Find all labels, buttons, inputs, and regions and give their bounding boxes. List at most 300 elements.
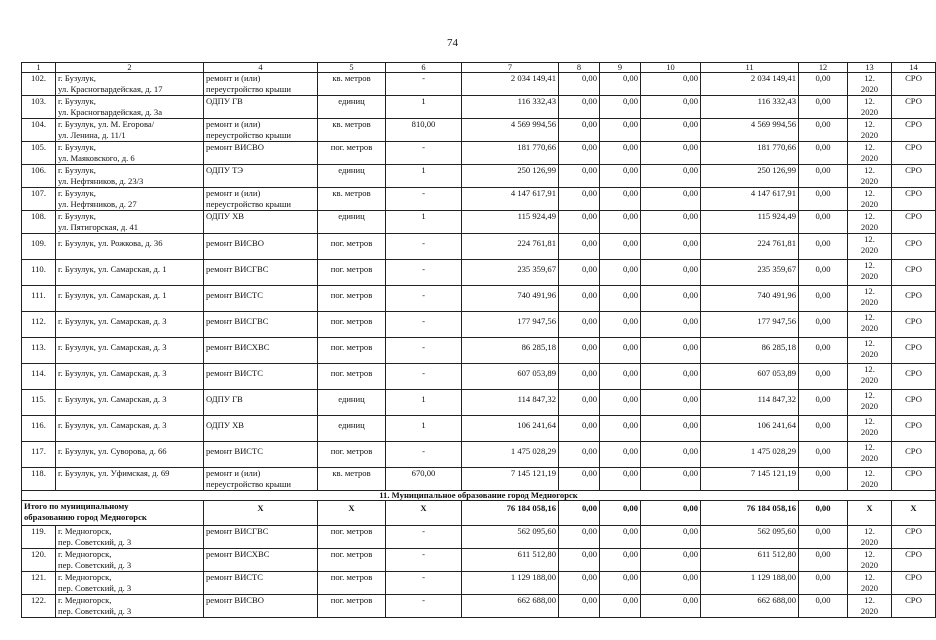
page-number: 74 (447, 37, 458, 49)
work-type-cell (204, 468, 318, 491)
amount-cell: 0,00 (799, 260, 848, 286)
row-number-cell: 108. (22, 211, 56, 234)
cell-line: пер. Советский, д. 3 (58, 560, 132, 570)
amount-cell: 0,00 (641, 549, 701, 572)
deadline-cell (848, 526, 892, 549)
amount-cell: 611 512,80 (701, 549, 799, 572)
amount-cell: 0,00 (641, 312, 701, 338)
amount-cell: 0,00 (559, 595, 600, 618)
amount-cell: 76 184 058,16 (701, 501, 799, 526)
work-type-cell (204, 234, 318, 260)
quantity-cell: - (386, 142, 462, 165)
column-number-header: 8 (559, 63, 600, 73)
total-row (22, 501, 936, 526)
unit-cell: пог. метров (318, 312, 386, 338)
table-row (22, 142, 936, 165)
amount-cell: 4 147 617,91 (701, 188, 799, 211)
amount-cell: 0,00 (799, 188, 848, 211)
address-cell (56, 364, 204, 390)
unit-cell: пог. метров (318, 549, 386, 572)
address-cell (56, 234, 204, 260)
cell-line: г. Медногорск, (58, 595, 112, 605)
amount-cell: 0,00 (600, 549, 641, 572)
funding-source-cell: СРО (892, 442, 936, 468)
cell-line: ремонт ВИСВО (206, 595, 264, 605)
deadline-year: 2020 (860, 106, 879, 117)
cell-line: ремонт и (или) (206, 119, 261, 129)
amount-cell: 2 034 149,41 (701, 73, 799, 96)
unit-cell: пог. метров (318, 364, 386, 390)
amount-cell: 0,00 (600, 119, 641, 142)
deadline-month: 12. (864, 234, 875, 244)
address-cell (56, 338, 204, 364)
unit-cell: пог. метров (318, 572, 386, 595)
table-row (22, 312, 936, 338)
work-type-cell (204, 442, 318, 468)
row-number-cell: 114. (22, 364, 56, 390)
total-cost-cell: 562 095,60 (462, 526, 559, 549)
amount-cell: 250 126,99 (701, 165, 799, 188)
work-type-cell (204, 549, 318, 572)
amount-cell: 0,00 (799, 312, 848, 338)
cell-line: переустройство крыши (206, 130, 291, 140)
amount-cell: 0,00 (559, 234, 600, 260)
cell-line: г. Бузулук, ул. Рожкова, д. 36 (58, 238, 163, 248)
amount-cell: 607 053,89 (701, 364, 799, 390)
deadline-month: 12. (864, 526, 875, 536)
funding-source-cell: СРО (892, 73, 936, 96)
unit-cell: кв. метров (318, 119, 386, 142)
amount-cell: 0,00 (641, 364, 701, 390)
deadline-year: 2020 (860, 198, 879, 209)
amount-cell: 0,00 (600, 142, 641, 165)
row-number-cell: 102. (22, 73, 56, 96)
work-type-cell (204, 364, 318, 390)
amount-cell: 0,00 (799, 595, 848, 618)
amount-cell: 0,00 (641, 501, 701, 526)
address-cell (56, 165, 204, 188)
total-label (22, 501, 204, 526)
deadline-month: 12. (864, 442, 875, 452)
address-cell (56, 468, 204, 491)
deadline-year: 2020 (860, 559, 879, 570)
amount-cell: 0,00 (641, 468, 701, 491)
quantity-cell: - (386, 73, 462, 96)
amount-cell: 0,00 (641, 119, 701, 142)
row-number-cell: 121. (22, 572, 56, 595)
cell-line: г. Бузулук, (58, 188, 96, 198)
address-cell (56, 390, 204, 416)
amount-cell: 0,00 (799, 142, 848, 165)
row-number-cell: 113. (22, 338, 56, 364)
cell-line: ремонт ВИСВО (206, 238, 264, 248)
total-x-cell: X (848, 501, 892, 526)
amount-cell: 106 241,64 (701, 416, 799, 442)
amount-cell: 0,00 (641, 188, 701, 211)
deadline-month: 12. (864, 96, 875, 106)
total-cost-cell: 607 053,89 (462, 364, 559, 390)
total-cost-cell: 76 184 058,16 (462, 501, 559, 526)
cell-line: пер. Советский, д. 3 (58, 537, 132, 547)
deadline-year: 2020 (860, 270, 879, 281)
deadline-month: 12. (864, 165, 875, 175)
cell-line: ОДПУ ТЭ (206, 165, 244, 175)
table-row (22, 595, 936, 618)
cell-line: г. Бузулук, ул. Самарская, д. 3 (58, 394, 167, 404)
amount-cell: 0,00 (559, 364, 600, 390)
total-cost-cell: 7 145 121,19 (462, 468, 559, 491)
cell-line: г. Бузулук, (58, 142, 96, 152)
quantity-cell: 1 (386, 390, 462, 416)
unit-cell: кв. метров (318, 188, 386, 211)
amount-cell: 0,00 (600, 416, 641, 442)
amount-cell: 0,00 (559, 142, 600, 165)
amount-cell: 0,00 (559, 390, 600, 416)
amount-cell: 0,00 (641, 390, 701, 416)
deadline-cell (848, 286, 892, 312)
quantity-cell: - (386, 260, 462, 286)
cell-line: ремонт ВИСХВС (206, 342, 270, 352)
amount-cell: 0,00 (559, 286, 600, 312)
deadline-month: 12. (864, 390, 875, 400)
table-row (22, 73, 936, 96)
total-cost-cell: 4 569 994,56 (462, 119, 559, 142)
deadline-year: 2020 (860, 152, 879, 163)
deadline-cell (848, 390, 892, 416)
deadline-year: 2020 (860, 605, 879, 616)
amount-cell: 0,00 (559, 165, 600, 188)
funding-source-cell: СРО (892, 572, 936, 595)
row-number-cell: 105. (22, 142, 56, 165)
amount-cell: 0,00 (559, 260, 600, 286)
amount-cell: 177 947,56 (701, 312, 799, 338)
deadline-year: 2020 (860, 175, 879, 186)
funding-source-cell: СРО (892, 234, 936, 260)
amount-cell: 0,00 (799, 165, 848, 188)
total-cost-cell: 611 512,80 (462, 549, 559, 572)
table-row (22, 338, 936, 364)
cell-line: г. Медногорск, (58, 549, 112, 559)
cell-line: ремонт ВИСТС (206, 368, 264, 378)
cell-line: пер. Советский, д. 3 (58, 606, 132, 616)
amount-cell: 0,00 (799, 234, 848, 260)
work-type-cell (204, 119, 318, 142)
table-row (22, 416, 936, 442)
quantity-cell: 1 (386, 211, 462, 234)
total-cost-cell: 115 924,49 (462, 211, 559, 234)
table-row (22, 234, 936, 260)
funding-source-cell: СРО (892, 142, 936, 165)
deadline-cell (848, 211, 892, 234)
amount-cell: 0,00 (559, 501, 600, 526)
cell-line: ул. Красногвардейская, д. 17 (58, 84, 163, 94)
deadline-year: 2020 (860, 348, 879, 359)
amount-cell: 0,00 (559, 119, 600, 142)
address-cell (56, 96, 204, 119)
amount-cell: 0,00 (559, 338, 600, 364)
amount-cell: 0,00 (559, 526, 600, 549)
cell-line: ОДПУ ГВ (206, 96, 243, 106)
cell-line: ОДПУ ХВ (206, 211, 245, 221)
table-row (22, 165, 936, 188)
total-x-cell: X (386, 501, 462, 526)
cell-line: Итого по муниципальному (24, 501, 129, 511)
amount-cell: 0,00 (641, 572, 701, 595)
amount-cell: 224 761,81 (701, 234, 799, 260)
cell-line: г. Медногорск, (58, 572, 112, 582)
row-number-cell: 122. (22, 595, 56, 618)
amount-cell: 0,00 (559, 442, 600, 468)
total-cost-cell: 224 761,81 (462, 234, 559, 260)
deadline-cell (848, 165, 892, 188)
table-row (22, 572, 936, 595)
amount-cell: 0,00 (799, 364, 848, 390)
row-number-cell: 106. (22, 165, 56, 188)
amount-cell: 1 475 028,29 (701, 442, 799, 468)
cell-line: ул. Ленина, д. 11/1 (58, 130, 126, 140)
deadline-cell (848, 119, 892, 142)
cell-line: г. Бузулук, (58, 96, 96, 106)
cell-line: ул. Красногвардейская, д. 3а (58, 107, 163, 117)
amount-cell: 0,00 (641, 234, 701, 260)
funding-source-cell: СРО (892, 312, 936, 338)
amount-cell: 0,00 (600, 188, 641, 211)
funding-source-cell: СРО (892, 338, 936, 364)
unit-cell: единиц (318, 211, 386, 234)
table-row (22, 364, 936, 390)
deadline-year: 2020 (860, 582, 879, 593)
amount-cell: 0,00 (641, 416, 701, 442)
address-cell (56, 416, 204, 442)
amount-cell: 0,00 (799, 526, 848, 549)
deadline-year: 2020 (860, 426, 879, 437)
amount-cell: 0,00 (799, 501, 848, 526)
cell-line: переустройство крыши (206, 479, 291, 489)
amount-cell: 0,00 (600, 312, 641, 338)
cell-line: г. Бузулук, ул. Самарская, д. 1 (58, 264, 167, 274)
total-x-cell: X (892, 501, 936, 526)
cell-line: ремонт ВИСВО (206, 142, 264, 152)
amount-cell: 0,00 (600, 260, 641, 286)
column-number-header: 9 (600, 63, 641, 73)
column-number-header: 12 (799, 63, 848, 73)
table-row (22, 286, 936, 312)
deadline-year: 2020 (860, 244, 879, 255)
column-number-header: 5 (318, 63, 386, 73)
funding-source-cell: СРО (892, 390, 936, 416)
cell-line: ул. Нефтяников, д. 27 (58, 199, 137, 209)
funding-source-cell: СРО (892, 211, 936, 234)
deadline-cell (848, 338, 892, 364)
unit-cell: кв. метров (318, 468, 386, 491)
amount-cell: 0,00 (799, 96, 848, 119)
funding-source-cell: СРО (892, 364, 936, 390)
amount-cell: 0,00 (600, 442, 641, 468)
column-number-header: 6 (386, 63, 462, 73)
total-cost-cell: 177 947,56 (462, 312, 559, 338)
amount-cell: 0,00 (641, 211, 701, 234)
address-cell (56, 188, 204, 211)
deadline-cell (848, 468, 892, 491)
address-cell (56, 142, 204, 165)
work-type-cell (204, 286, 318, 312)
column-number-header: 4 (204, 63, 318, 73)
total-cost-cell: 2 034 149,41 (462, 73, 559, 96)
address-cell (56, 260, 204, 286)
deadline-year: 2020 (860, 536, 879, 547)
cell-line: г. Бузулук, ул. Суворова, д. 66 (58, 446, 167, 456)
address-cell (56, 286, 204, 312)
quantity-cell: - (386, 364, 462, 390)
row-number-cell: 117. (22, 442, 56, 468)
deadline-cell (848, 312, 892, 338)
amount-cell: 0,00 (641, 595, 701, 618)
amount-cell: 0,00 (641, 338, 701, 364)
total-x-cell: X (318, 501, 386, 526)
cell-line: г. Медногорск, (58, 526, 112, 536)
cell-line: г. Бузулук, ул. Самарская, д. 3 (58, 342, 167, 352)
amount-cell: 0,00 (600, 234, 641, 260)
deadline-cell (848, 142, 892, 165)
row-number-cell: 110. (22, 260, 56, 286)
quantity-cell: 1 (386, 165, 462, 188)
column-number-header: 14 (892, 63, 936, 73)
row-number-cell: 118. (22, 468, 56, 491)
work-type-cell (204, 572, 318, 595)
section-row (22, 491, 936, 501)
total-cost-cell: 1 475 028,29 (462, 442, 559, 468)
amount-cell: 0,00 (799, 416, 848, 442)
cell-line: г. Бузулук, (58, 211, 96, 221)
amount-cell: 0,00 (600, 364, 641, 390)
amount-cell: 0,00 (600, 595, 641, 618)
amount-cell: 0,00 (799, 468, 848, 491)
funding-source-cell: СРО (892, 119, 936, 142)
cell-line: ремонт ВИСТС (206, 446, 264, 456)
deadline-month: 12. (864, 364, 875, 374)
cell-line: ремонт ВИСТС (206, 572, 264, 582)
cell-line: ОДПУ ГВ (206, 394, 243, 404)
deadline-cell (848, 595, 892, 618)
table-row (22, 468, 936, 491)
cell-line: ул. Нефтяников, д. 23/3 (58, 176, 144, 186)
cell-line: ремонт и (или) (206, 73, 261, 83)
deadline-year: 2020 (860, 221, 879, 232)
deadline-month: 12. (864, 73, 875, 83)
cell-line: г. Бузулук, ул. Самарская, д. 3 (58, 316, 167, 326)
row-number-cell: 103. (22, 96, 56, 119)
amount-cell: 116 332,43 (701, 96, 799, 119)
amount-cell: 115 924,49 (701, 211, 799, 234)
amount-cell: 0,00 (641, 96, 701, 119)
unit-cell: кв. метров (318, 73, 386, 96)
deadline-month: 12. (864, 595, 875, 605)
deadline-year: 2020 (860, 478, 879, 489)
column-number-row (22, 63, 936, 73)
address-cell (56, 526, 204, 549)
total-cost-cell: 4 147 617,91 (462, 188, 559, 211)
unit-cell: пог. метров (318, 526, 386, 549)
amount-cell: 740 491,96 (701, 286, 799, 312)
deadline-month: 12. (864, 338, 875, 348)
cell-line: ремонт ВИСГВС (206, 264, 269, 274)
unit-cell: пог. метров (318, 595, 386, 618)
funding-source-cell: СРО (892, 96, 936, 119)
amount-cell: 0,00 (559, 572, 600, 595)
work-type-cell (204, 188, 318, 211)
unit-cell: единиц (318, 390, 386, 416)
table-row (22, 211, 936, 234)
column-number-header: 1 (22, 63, 56, 73)
work-type-cell (204, 595, 318, 618)
work-type-cell (204, 142, 318, 165)
table-row (22, 442, 936, 468)
total-cost-cell: 86 285,18 (462, 338, 559, 364)
row-number-cell: 104. (22, 119, 56, 142)
table-row (22, 526, 936, 549)
amount-cell: 0,00 (799, 211, 848, 234)
address-cell (56, 211, 204, 234)
work-type-cell (204, 390, 318, 416)
unit-cell: единиц (318, 416, 386, 442)
amount-cell: 0,00 (641, 165, 701, 188)
deadline-month: 12. (864, 416, 875, 426)
amount-cell: 0,00 (559, 312, 600, 338)
amount-cell: 0,00 (600, 211, 641, 234)
deadline-year: 2020 (860, 322, 879, 333)
funding-source-cell: СРО (892, 188, 936, 211)
work-type-cell (204, 416, 318, 442)
address-cell (56, 119, 204, 142)
deadline-month: 12. (864, 188, 875, 198)
amount-cell: 0,00 (641, 526, 701, 549)
amount-cell: 0,00 (600, 468, 641, 491)
total-cost-cell: 1 129 188,00 (462, 572, 559, 595)
deadline-month: 12. (864, 549, 875, 559)
unit-cell: пог. метров (318, 442, 386, 468)
amount-cell: 0,00 (600, 286, 641, 312)
cell-line: ул. Маяковского, д. 6 (58, 153, 135, 163)
funding-source-cell: СРО (892, 260, 936, 286)
deadline-cell (848, 364, 892, 390)
amount-cell: 0,00 (641, 286, 701, 312)
deadline-month: 12. (864, 312, 875, 322)
quantity-cell: 670,00 (386, 468, 462, 491)
quantity-cell: - (386, 234, 462, 260)
unit-cell: пог. метров (318, 142, 386, 165)
quantity-cell: - (386, 595, 462, 618)
total-cost-cell: 116 332,43 (462, 96, 559, 119)
column-number-header: 11 (701, 63, 799, 73)
work-type-cell (204, 73, 318, 96)
quantity-cell: 810,00 (386, 119, 462, 142)
cell-line: г. Бузулук, ул. Самарская, д. 1 (58, 290, 167, 300)
deadline-cell (848, 73, 892, 96)
cell-line: г. Бузулук, ул. Самарская, д. 3 (58, 420, 167, 430)
amount-cell: 0,00 (600, 390, 641, 416)
amount-cell: 0,00 (600, 73, 641, 96)
amount-cell: 0,00 (641, 442, 701, 468)
work-type-cell (204, 526, 318, 549)
amount-cell: 0,00 (799, 119, 848, 142)
unit-cell: пог. метров (318, 234, 386, 260)
unit-cell: пог. метров (318, 338, 386, 364)
amount-cell: 0,00 (600, 526, 641, 549)
amount-cell: 562 095,60 (701, 526, 799, 549)
deadline-month: 12. (864, 468, 875, 478)
row-number-cell: 119. (22, 526, 56, 549)
cell-line: ремонт и (или) (206, 188, 261, 198)
